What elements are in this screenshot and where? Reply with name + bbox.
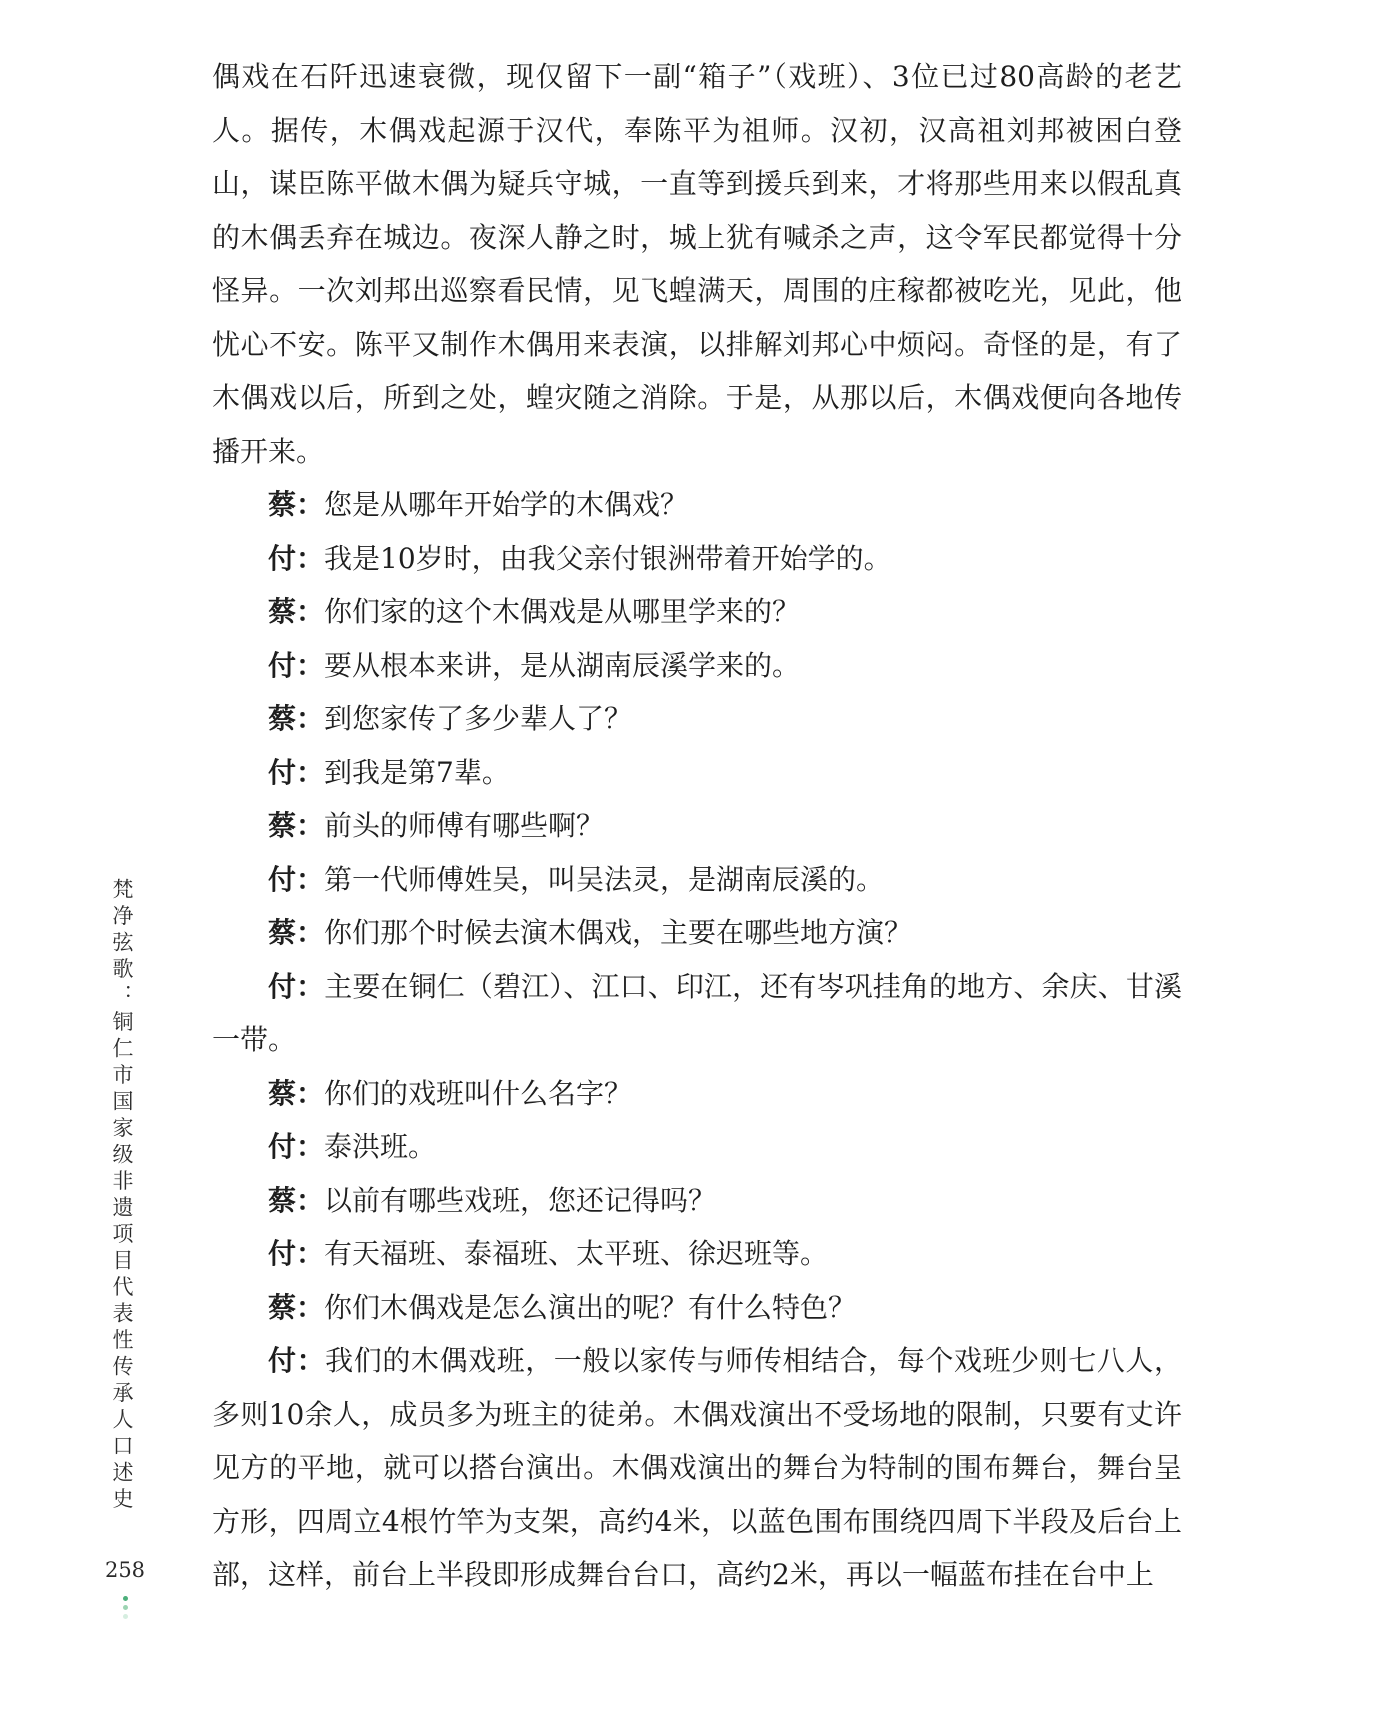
dialogue-text: 我是10岁时，由我父亲付银洲带着开始学的。 (324, 541, 892, 575)
speaker-label: 付： (268, 969, 325, 1003)
dialogue-text: 有天福班、泰福班、太平班、徐迟班等。 (324, 1237, 829, 1270)
decorative-dots (121, 1596, 129, 1623)
dialogue-line (212, 853, 1182, 907)
dialogue-line (212, 1281, 1182, 1335)
dialogue-line (212, 799, 1182, 853)
page-number: 258 (104, 1558, 146, 1582)
dot-icon (123, 1605, 128, 1610)
dialogue-text: 第一代师傅姓吴，叫吴法灵，是湖南辰溪的。 (324, 862, 885, 896)
dialogue-text: 你们那个时候去演木偶戏，主要在哪些地方演？ (324, 916, 913, 949)
dialogue-line (212, 478, 1182, 532)
speaker-label: 付： (268, 862, 325, 896)
dialogue-text: 我们的木偶戏班，一般以家传与师传相结合，每个戏班少则七八人，多则10余人，成员多为班主的徒弟。木偶戏演出不受场地的限制，只要有丈许见方的平地，就可以搭台演出。木偶戏演出的舞台为特制的围布舞台，舞台呈方形，四周立4根竹竿为支架，高约4米，以蓝色围布围绕四周下半段及后台上部，这样，前台上半段即形成舞台台口，高约2米，再以一幅蓝布挂在台中上 (212, 1344, 1182, 1591)
dialogue-line (212, 960, 1182, 1067)
dialogue-line (212, 1174, 1182, 1228)
dialogue-line (212, 1334, 1182, 1602)
dialogue-line (212, 1120, 1182, 1174)
speaker-label: 付： (268, 1344, 326, 1377)
dialogue-list (212, 478, 1182, 1602)
dialogue-line (212, 692, 1182, 746)
speaker-label: 蔡： (268, 702, 325, 735)
dot-icon (123, 1614, 128, 1619)
speaker-label: 蔡： (268, 1290, 325, 1324)
intro-paragraph: 偶戏在石阡迅速衰微，现仅留下一副“箱子”（戏班）、3位已过80高龄的老艺人。据传，木偶戏起源于汉代，奉陈平为祖师。汉初，汉高祖刘邦被困白登山，谋臣陈平做木偶为疑兵守城，一直等到援兵到来，才将那些用来以假乱真的木偶丢弃在城边。夜深人静之时，城上犹有喊杀之声，这令军民都觉得十分怪异。一次刘邦出巡察看民情，见飞蝗满天，周围的庄稼都被吃光，见此，他忧心不安。陈平又制作木偶用来表演，以排解刘邦心中烦闷。奇怪的是，有了木偶戏以后，所到之处，蝗灾随之消除。于是，从那以后，木偶戏便向各地传播开来。 (212, 60, 1182, 468)
speaker-label: 付： (268, 541, 325, 575)
dialogue-line (212, 1227, 1182, 1281)
main-text (212, 50, 1182, 1602)
dialogue-text: 你们木偶戏是怎么演出的呢？有什么特色？ (324, 1290, 857, 1324)
speaker-label: 蔡： (268, 595, 325, 628)
dialogue-line (212, 532, 1182, 586)
speaker-label: 蔡： (268, 916, 325, 949)
dialogue-line (212, 585, 1182, 639)
dialogue-text: 您是从哪年开始学的木偶戏？ (324, 488, 689, 521)
dialogue-line (212, 906, 1182, 960)
dialogue-text: 以前有哪些戏班，您还记得吗？ (324, 1183, 717, 1217)
dialogue-text: 到我是第7辈。 (324, 755, 510, 789)
dialogue-line (212, 639, 1182, 693)
dialogue-text: 要从根本来讲，是从湖南辰溪学来的。 (324, 648, 801, 682)
dialogue-line (212, 746, 1182, 800)
dialogue-text: 泰洪班。 (324, 1130, 437, 1163)
dialogue-text: 主要在铜仁（碧江）、江口、印江，还有岑巩挂角的地方、余庆、甘溪一带。 (212, 969, 1182, 1056)
dialogue-line (212, 1067, 1182, 1121)
dialogue-text: 到您家传了多少辈人了？ (324, 702, 633, 735)
speaker-label: 付： (268, 755, 325, 789)
speaker-label: 蔡： (268, 809, 325, 842)
speaker-label: 付： (268, 648, 325, 682)
dot-icon (123, 1596, 128, 1601)
speaker-label: 付： (268, 1130, 325, 1163)
speaker-label: 蔡： (268, 1183, 325, 1217)
speaker-label: 蔡： (268, 488, 325, 521)
speaker-label: 蔡： (268, 1076, 325, 1110)
dialogue-text: 你们家的这个木偶戏是从哪里学来的？ (324, 595, 801, 628)
book-side-title: 梵净弦歌：铜仁市国家级非遗项目代表性传承人口述史 (110, 878, 134, 1514)
dialogue-text: 你们的戏班叫什么名字？ (324, 1076, 633, 1110)
dialogue-text: 前头的师傅有哪些啊？ (324, 809, 605, 842)
speaker-label: 付： (268, 1237, 325, 1270)
